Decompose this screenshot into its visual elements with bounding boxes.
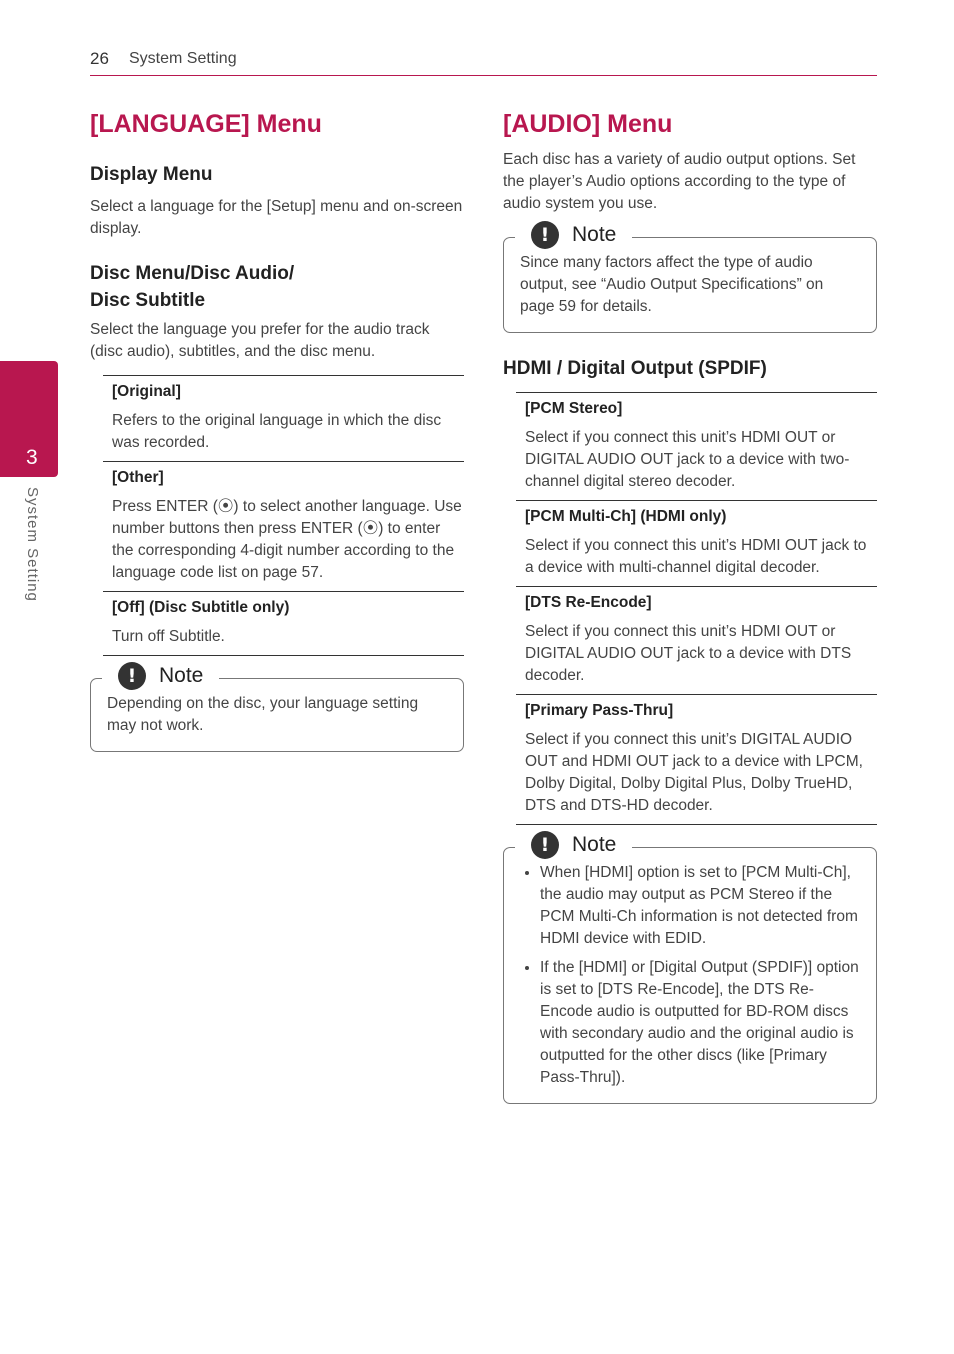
note-bullet-item: • When [HDMI] option is set to [PCM Multi-Ch], the audio may output as PCM Stereo if the PCM Multi-Ch information is not detected from HDMI device with EDID. <box>540 862 862 950</box>
note-text: Depending on the disc, your language setting may not work. <box>107 695 419 734</box>
option-title: [Off] (Disc Subtitle only) <box>112 599 290 616</box>
hdmi-options-list <box>516 392 877 825</box>
option-original <box>103 375 464 461</box>
option-title: [DTS Re-Encode] <box>525 594 652 611</box>
audio-menu-title: [AUDIO] Menu <box>503 110 673 138</box>
language-menu-column <box>90 110 464 752</box>
note-text: Since many factors affect the type of audio output, see “Audio Output Specifications” on page 59 for details. <box>520 254 824 315</box>
language-menu-title: [LANGUAGE] Menu <box>90 110 322 138</box>
page-number: 26 <box>90 49 109 68</box>
disc-menu-heading-line2: Disc Subtitle <box>90 290 206 311</box>
option-text: Select if you connect this unit’s HDMI OUT or DIGITAL AUDIO OUT jack to a device with DTS decoder. <box>525 623 852 684</box>
option-text: Select if you connect this unit’s HDMI OUT or DIGITAL AUDIO OUT jack to a device with two-channel digital stereo decoder. <box>525 429 850 490</box>
hdmi-heading: HDMI / Digital Output (SPDIF) <box>503 358 767 379</box>
language-options-list <box>103 375 464 656</box>
option-text: Turn off Subtitle. <box>112 628 225 645</box>
note-header <box>515 831 632 859</box>
option-pcm-stereo <box>516 392 877 500</box>
option-title: [PCM Stereo] <box>525 400 623 417</box>
option-primary-pass-thru <box>516 694 877 825</box>
header-section-title: System Setting <box>129 50 237 67</box>
option-pcm-multi-ch <box>516 500 877 586</box>
option-off <box>103 591 464 656</box>
disc-menu-heading <box>90 260 464 314</box>
option-text: Select if you connect this unit’s HDMI OUT jack to a device with multi-channel digital decoder. <box>525 537 867 576</box>
chapter-side-label: System Setting <box>24 487 41 602</box>
exclamation-icon: ! <box>531 221 559 249</box>
option-dts-re-encode <box>516 586 877 694</box>
hdmi-section <box>503 355 877 825</box>
option-text: Select if you connect this unit’s DIGITAL AUDIO OUT and HDMI OUT jack to a device with LPCM, Dolby Digital, Dolby Digital Plus, Dolby TrueHD, DTS and DTS-HD decoder. <box>525 731 863 814</box>
note-label: Note <box>159 664 204 687</box>
disc-menu-text: Select the language you prefer for the audio track (disc audio), subtitles, and the disc menu. <box>90 321 430 360</box>
disc-menu-section <box>90 260 464 363</box>
note-bullet-list <box>520 862 862 1089</box>
note-label: Note <box>572 833 617 856</box>
display-menu-heading: Display Menu <box>90 164 213 185</box>
disc-menu-heading-line1: Disc Menu/Disc Audio/ <box>90 263 295 284</box>
note-bullet-item: • If the [HDMI] or [Digital Output (SPDIF)] option is set to [DTS Re-Encode], the DTS Re-Encode audio is outputted for BD-ROM discs with secondary audio and the original audio is outputted for the other discs (like [Primary Pass-Thru]). <box>540 957 862 1089</box>
language-note-box <box>90 664 464 752</box>
option-title: [Original] <box>112 383 181 400</box>
audio-note-box <box>503 223 877 333</box>
exclamation-icon: ! <box>531 831 559 859</box>
option-text: Refers to the original language in which the disc was recorded. <box>112 412 442 451</box>
option-title: [Other] <box>112 469 164 486</box>
display-menu-section <box>90 161 464 240</box>
exclamation-icon: ! <box>118 662 146 690</box>
note-header <box>102 662 219 690</box>
option-title: [PCM Multi-Ch] (HDMI only) <box>525 508 727 525</box>
display-menu-text: Select a language for the [Setup] menu and on-screen display. <box>90 198 463 237</box>
hdmi-note-box <box>503 833 877 1104</box>
option-other <box>103 461 464 591</box>
audio-menu-intro: Each disc has a variety of audio output options. Set the player’s Audio options according to the type of audio system you use. <box>503 151 856 212</box>
chapter-number: 3 <box>26 446 38 469</box>
page-header <box>90 48 877 76</box>
note-header <box>515 221 632 249</box>
audio-menu-column <box>503 110 877 1104</box>
note-label: Note <box>572 223 617 246</box>
option-title: [Primary Pass-Thru] <box>525 702 674 719</box>
option-text: Press ENTER (⦿) to select another language. Use number buttons then press ENTER (⦿) to enter the corresponding 4-digit number according to the language code list on page 57. <box>112 498 462 581</box>
